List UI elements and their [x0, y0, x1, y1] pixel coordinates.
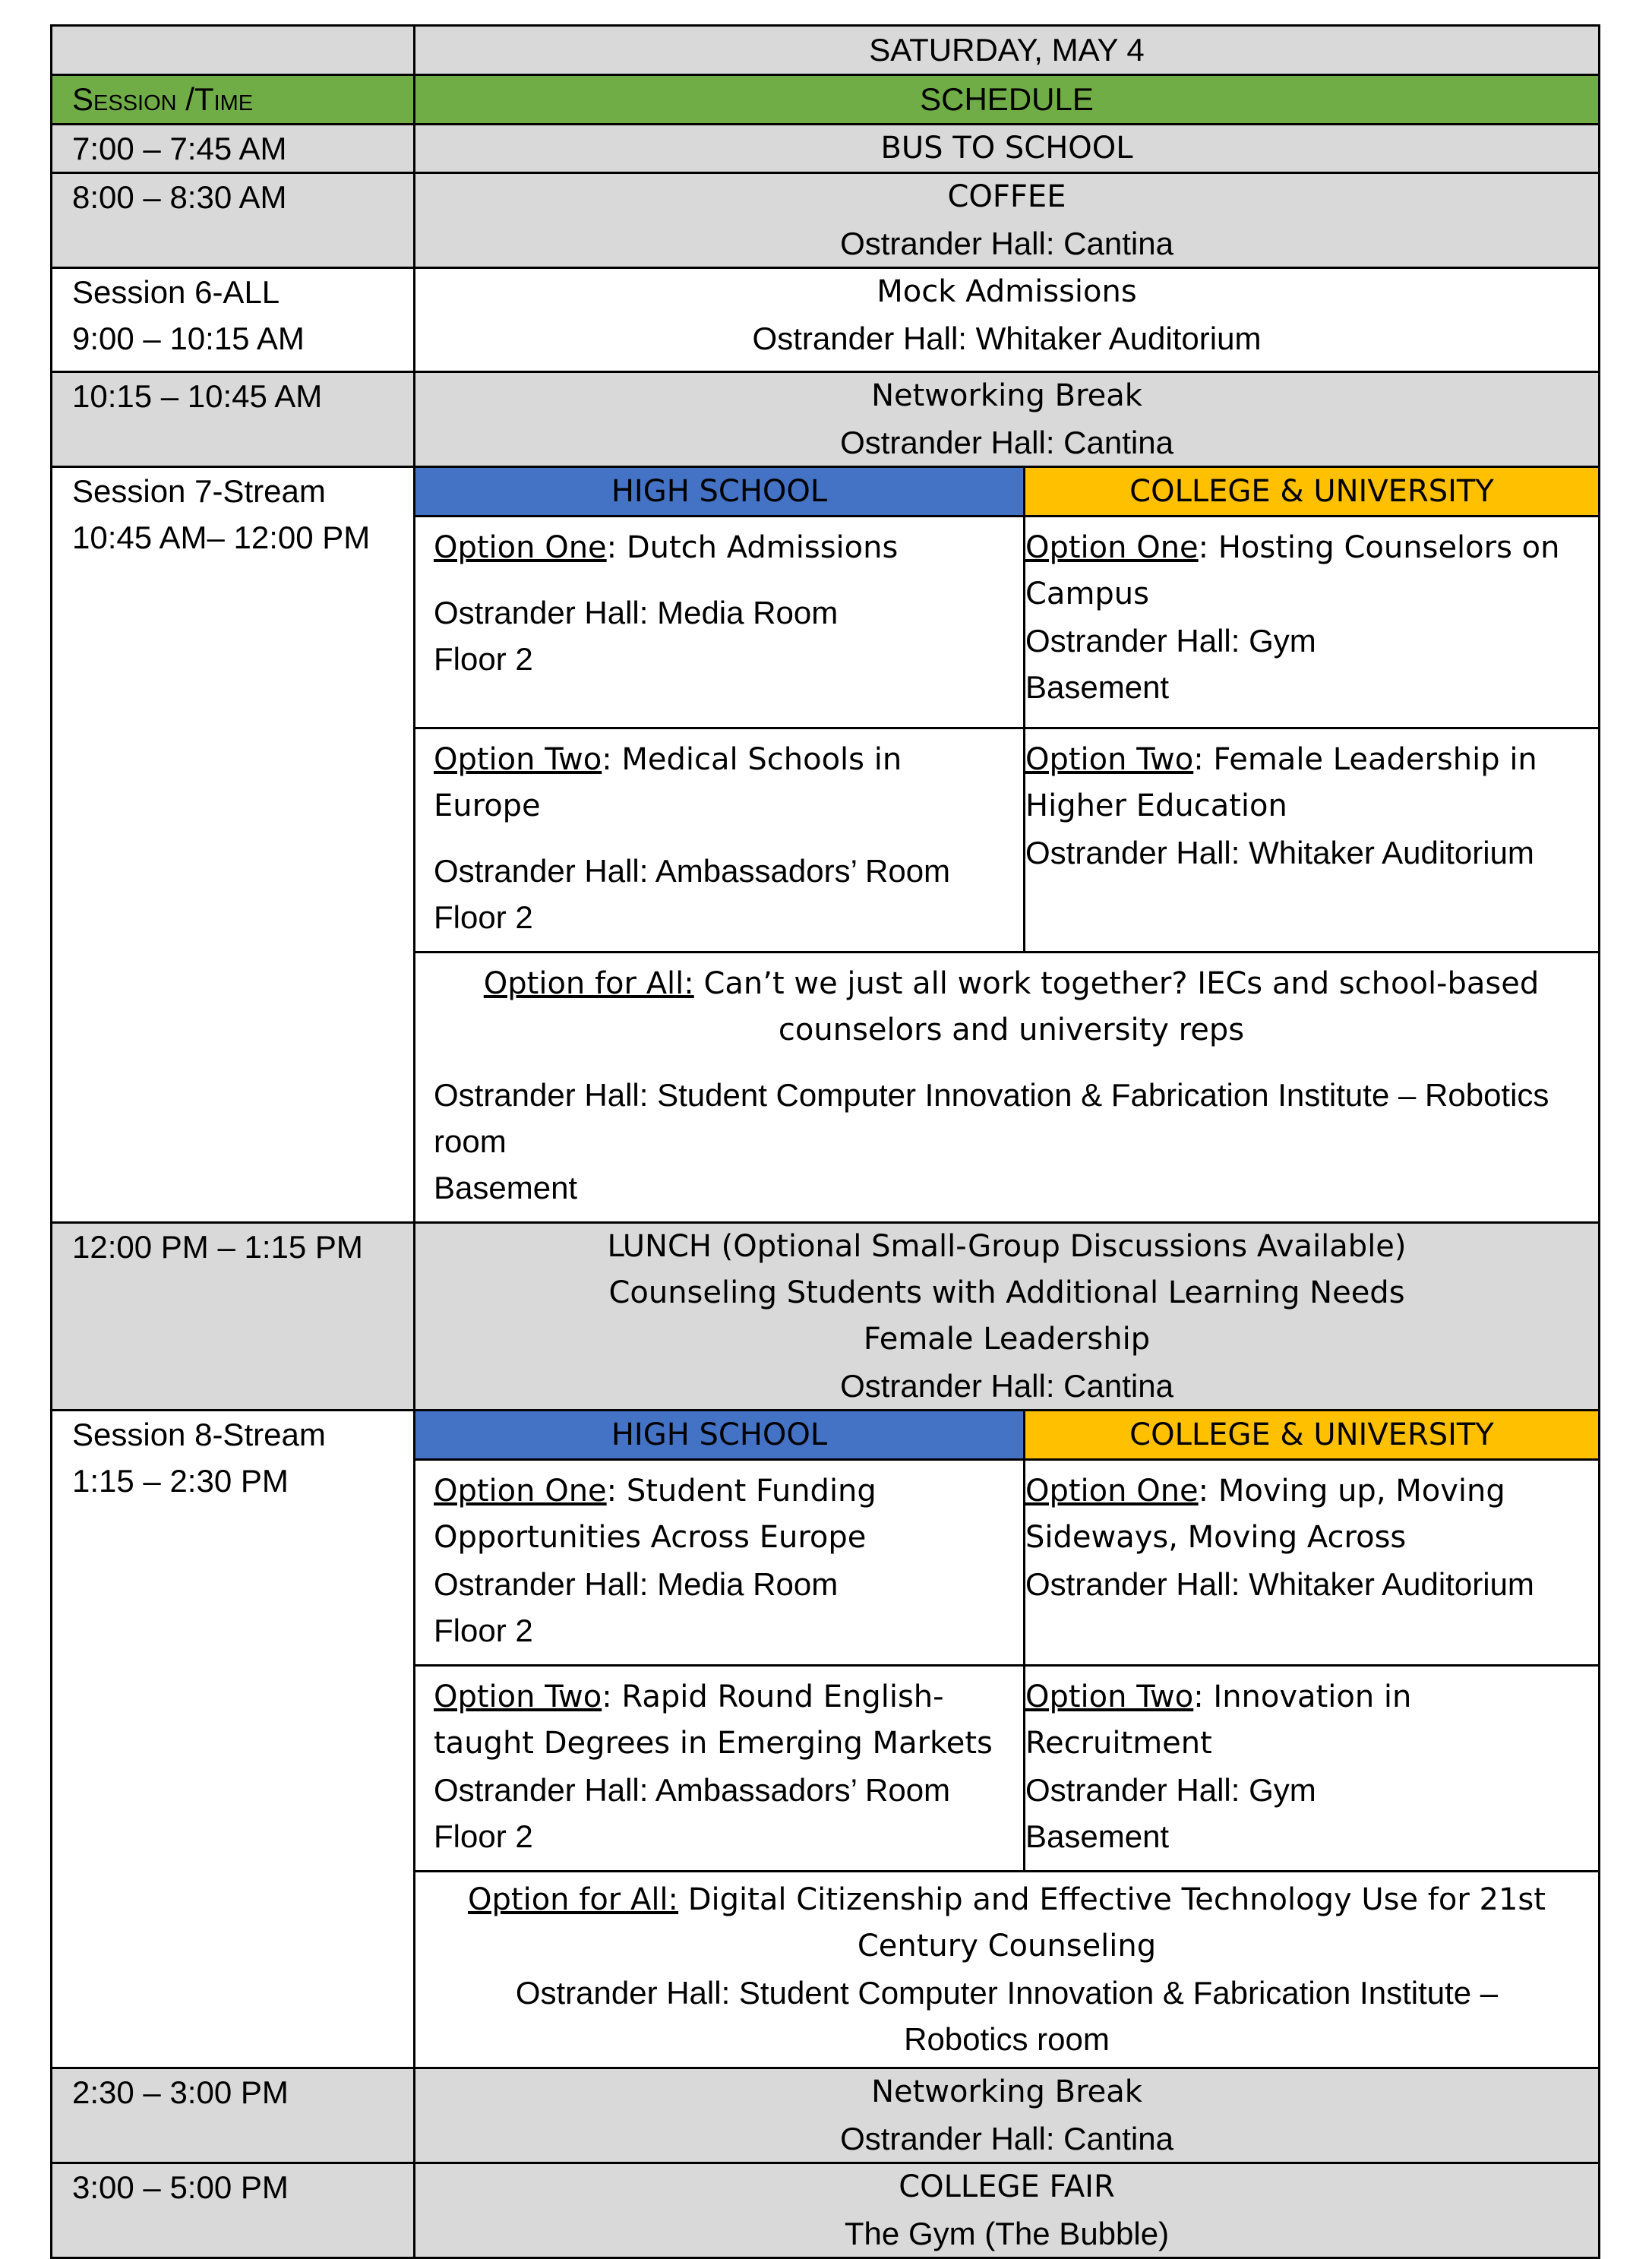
session7-option-all: Option for All: Can’t we just all work together? IECs and school-based counselors and university reps Ostrander Hall: Student Computer Innovation & Fabrication Institute – Robotics room Basement — [415, 953, 1600, 1223]
session8-cu-option-two: Option Two: Innovation in Recruitment Ostrander Hall: Gym Basement — [1025, 1666, 1600, 1872]
break1-location: Ostrander Hall: Cantina — [840, 425, 1173, 460]
session7-college-header: COLLEGE & UNIVERSITY — [1025, 467, 1600, 517]
lunch-location: Ostrander Hall: Cantina — [840, 1368, 1173, 1404]
session6-location: Ostrander Hall: Whitaker Auditorium — [752, 321, 1262, 356]
break2-time: 2:30 – 3:00 PM — [52, 2068, 415, 2163]
session8-high-school-header: HIGH SCHOOL — [415, 1411, 1025, 1460]
bus-title: BUS TO SCHOOL — [415, 125, 1600, 173]
coffee-time: 8:00 – 8:30 AM — [52, 173, 415, 268]
coffee-title: COFFEE — [947, 179, 1066, 214]
fair-title: COLLEGE FAIR — [899, 2169, 1115, 2204]
session7-hs-option-one: Option One: Dutch Admissions Ostrander Hall: Media Room Floor 2 — [415, 517, 1025, 728]
session8-option-all: Option for All: Digital Citizenship and Effective Technology Use for 21st Century Counseling Ostrander Hall: Student Computer Innovation & Fabrication Institute – Robotics room — [415, 1872, 1600, 2068]
session7-cu-option-one: Option One: Hosting Counselors on Campus Ostrander Hall: Gym Basement — [1025, 517, 1600, 728]
coffee-location: Ostrander Hall: Cantina — [840, 226, 1173, 261]
session6-row — [52, 268, 1600, 372]
session7-time: 10:45 AM– 12:00 PM — [72, 520, 371, 555]
session8-college-header: COLLEGE & UNIVERSITY — [1025, 1411, 1600, 1460]
break1-time: 10:15 – 10:45 AM — [52, 372, 415, 467]
session7-cu-option-two: Option Two: Female Leadership in Higher Education Ostrander Hall: Whitaker Auditorium — [1025, 728, 1600, 953]
bus-row — [52, 125, 1600, 173]
session6-title: Mock Admissions — [877, 274, 1137, 309]
date-heading: SATURDAY, MAY 4 — [415, 26, 1600, 75]
break2-location: Ostrander Hall: Cantina — [840, 2121, 1173, 2156]
time-column-header: Session /Time — [52, 75, 415, 125]
session8-time: 1:15 – 2:30 PM — [72, 1463, 289, 1499]
session6-label: Session 6-ALL — [72, 274, 280, 310]
session8-cu-option-one: Option One: Moving up, Moving Sideways, Moving Across Ostrander Hall: Whitaker Auditorium — [1025, 1460, 1600, 1666]
session8-hs-option-one: Option One: Student Funding Opportunities Across Europe Ostrander Hall: Media Room Floor 2 — [415, 1460, 1025, 1666]
fair-location: The Gym (The Bubble) — [844, 2216, 1170, 2251]
session7-label: Session 7-Stream — [72, 473, 326, 509]
break1-title: Networking Break — [871, 378, 1142, 413]
lunch-time: 12:00 PM – 1:15 PM — [52, 1223, 415, 1411]
session8-label: Session 8-Stream — [72, 1417, 326, 1452]
date-row — [52, 26, 1600, 75]
schedule-table — [50, 24, 1600, 2259]
coffee-row — [52, 173, 1600, 268]
session8-hs-option-two: Option Two: Rapid Round English-taught Degrees in Emerging Markets Ostrander Hall: Ambassadors’ Room Floor 2 — [415, 1666, 1025, 1872]
fair-row — [52, 2163, 1600, 2258]
session7-high-school-header: HIGH SCHOOL — [415, 467, 1025, 517]
lunch-row: 12:00 PM – 1:15 PM LUNCH (Optional Small-Group Discussions Available) Counseling Students with Additional Learning Needs Female Leadership Ostrander Hall: Cantina — [52, 1223, 1600, 1411]
fair-time: 3:00 – 5:00 PM — [52, 2163, 415, 2258]
column-header-row — [52, 75, 1600, 125]
session8-header-row — [52, 1411, 1600, 1460]
break2-row — [52, 2068, 1600, 2163]
bus-time: 7:00 – 7:45 AM — [52, 125, 415, 173]
schedule-column-header: SCHEDULE — [415, 75, 1600, 125]
session7-header-row — [52, 467, 1600, 517]
session6-time: 9:00 – 10:15 AM — [72, 321, 305, 356]
break2-title: Networking Break — [871, 2074, 1142, 2109]
break1-row — [52, 372, 1600, 467]
session7-hs-option-two: Option Two: Medical Schools in Europe Ostrander Hall: Ambassadors’ Room Floor 2 — [415, 728, 1025, 953]
